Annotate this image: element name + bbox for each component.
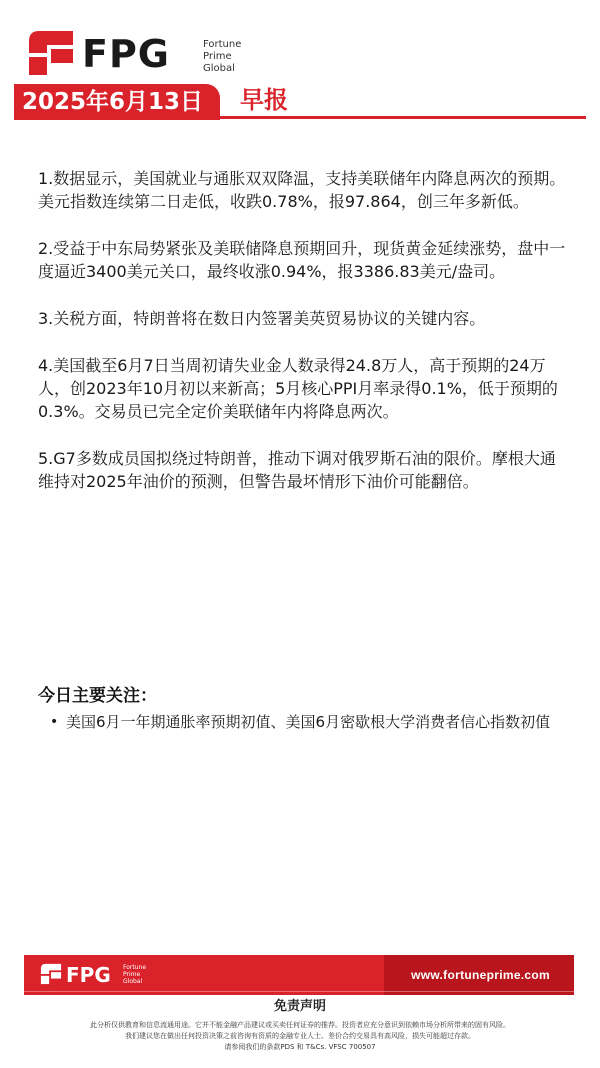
report-date: 2025年6月13日 <box>22 89 204 115</box>
logo-wordmark: FPG <box>82 32 170 76</box>
focus-title: 今日主要关注： <box>38 686 157 706</box>
news-item: 5.G7多数成员国拟绕过特朗普，推动下调对俄罗斯石油的限价。摩根大通维持对2025年油价的预测，但警告最坏情形下油价可能翻倍。 <box>38 449 556 491</box>
focus-list <box>50 711 570 733</box>
header-divider <box>220 116 586 119</box>
focus-item <box>50 711 570 733</box>
fpg-logo-icon <box>40 963 62 985</box>
news-content <box>38 167 568 517</box>
news-item: 2.受益于中东局势紧张及美联储降息预期回升，现货黄金延续涨势，盘中一度逼近3400美元关口，最终收涨0.94%，报3386.83美元/盎司。 <box>38 239 566 281</box>
disclaimer-text: 此分析仅供教育和信息流通用途。它并不能金融产品建议或买卖任何证券的推荐。投资者应充分意识到依赖市场分析所带来的固有风险。 <box>90 1021 510 1029</box>
footer-banner <box>24 955 574 995</box>
report-title: 早报 <box>240 86 288 114</box>
fpg-logo-icon <box>27 29 75 77</box>
focus-item-text: 美国6月一年期通胀率预期初值、美国6月密歇根大学消费者信心指数初值 <box>66 713 551 731</box>
disclaimer-text: 我们建议您在做出任何投资决策之前咨询有资质的金融专业人士。差价合约交易具有高风险，损失可能超过存款。 <box>125 1032 475 1040</box>
footer-logo-wordmark: FPG <box>66 963 111 987</box>
news-item: 3.关税方面，特朗普将在数日内签署美英贸易协议的关键内容。 <box>38 309 486 328</box>
disclaimer-title: 免责声明 <box>273 999 326 1014</box>
bullet-icon: • <box>50 714 59 730</box>
footer-rule <box>24 991 574 992</box>
footer-logo-subtitle: Fortune Prime Global <box>123 964 147 985</box>
disclaimer-text: 请参阅我们的条款PDS 和 T&Cs. VFSC 700507 <box>224 1043 376 1051</box>
website-link[interactable]: www.fortuneprime.com <box>411 968 550 982</box>
news-item: 1.数据显示，美国就业与通胀双双降温，支持美联储年内降息两次的预期。美元指数连续第二日走低，收跌0.78%，报97.864，创三年多新低。 <box>38 169 566 211</box>
logo-subtitle: Fortune Prime Global <box>203 39 242 74</box>
news-item: 4.美国截至6月7日当周初请失业金人数录得24.8万人，高于预期的24万人，创2023年10月初以来新高；5月核心PPI月率录得0.1%，低于预期的0.3%。交易员已完全定价美联储年内将降息两次。 <box>38 356 558 421</box>
